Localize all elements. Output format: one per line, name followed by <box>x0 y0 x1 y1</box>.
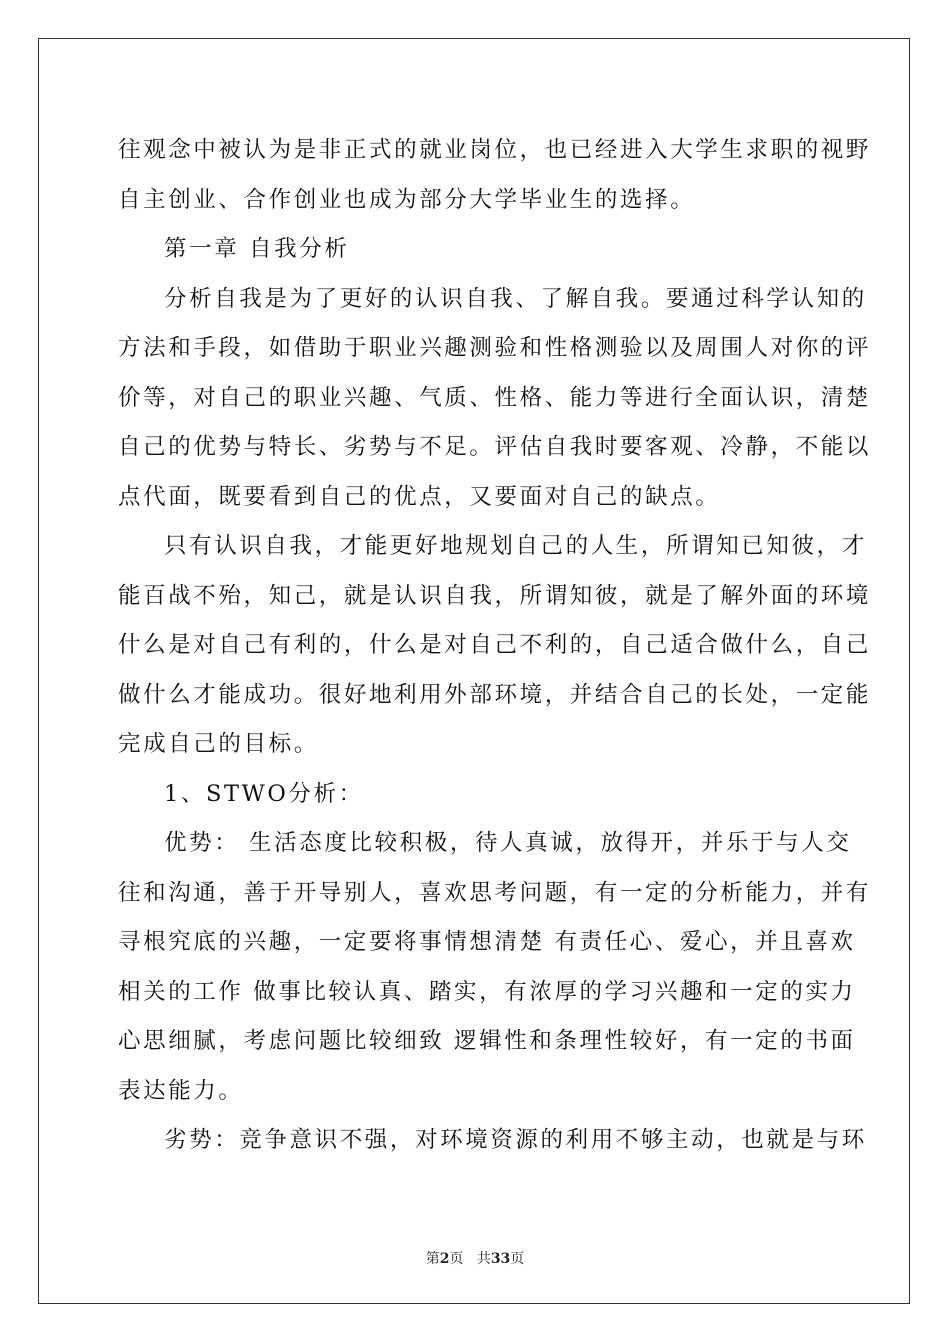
text-line: 点代面，既要看到自己的优点，又要面对自己的缺点。 <box>118 483 721 510</box>
text-line: 往和沟通，善于开导别人，喜欢思考问题，有一定的分析能力，并有 <box>118 879 872 906</box>
page-number: 2 <box>439 1251 450 1267</box>
total-prefix: 共 <box>476 1251 491 1267</box>
text-line: 能百战不殆，知己，就是认识自我，所谓知彼，就是了解外面的环境 <box>118 582 872 609</box>
page-suffix: 页 <box>449 1251 464 1267</box>
text-line: 优势： 生活态度比较积极，待人真诚，放得开，并乐于与人交 <box>164 830 852 856</box>
text-line: 劣势：竞争意识不强，对环境资源的利用不够主动，也就是与环 <box>164 1127 867 1153</box>
text-line: 往观念中被认为是非正式的就业岗位，也已经进入大学生求职的视野 <box>118 137 872 163</box>
text-line: 方法和手段，如借助于职业兴趣测验和性格测验以及周围人对你的评 <box>118 335 872 361</box>
document-body <box>118 126 872 1166</box>
text-line: 心思细腻，考虑问题比较细致 逻辑性和条理性较好，有一定的书面 <box>118 1028 856 1054</box>
text-line: 价等，对自己的职业兴趣、气质、性格、能力等进行全面认识，清楚 <box>118 384 872 411</box>
text-line: 完成自己的目标。 <box>118 731 319 757</box>
page-prefix: 第 <box>425 1251 440 1267</box>
text-line: 做什么才能成功。很好地利用外部环境，并结合自己的长处，一定能 <box>118 681 872 708</box>
text-line: 只有认识自我，才能更好地规划自己的人生，所谓知已知彼，才 <box>164 533 867 559</box>
section-heading: 1、STWO分析： <box>164 780 364 807</box>
text-line: 表达能力。 <box>118 1077 244 1104</box>
chapter-heading: 第一章 自我分析 <box>164 236 350 262</box>
total-suffix: 页 <box>510 1251 525 1267</box>
text-line: 自主创业、合作创业也成为部分大学毕业生的选择。 <box>118 186 696 213</box>
text-line: 分析自我是为了更好的认识自我、了解自我。要通过科学认知的 <box>164 285 867 312</box>
text-line: 相关的工作 做事比较认真、踏实，有浓厚的学习兴趣和一定的实力 <box>118 978 856 1005</box>
text-line: 什么是对自己有利的，什么是对自己不利的，自己适合做什么，自己 <box>118 632 872 658</box>
page-footer <box>0 1248 950 1268</box>
total-pages: 33 <box>490 1251 511 1267</box>
text-line: 自己的优势与特长、劣势与不足。评估自我时要客观、冷静，不能以 <box>118 434 872 460</box>
text-line: 寻根究底的兴趣，一定要将事情想清楚 有责任心、爱心，并且喜欢 <box>118 929 856 955</box>
